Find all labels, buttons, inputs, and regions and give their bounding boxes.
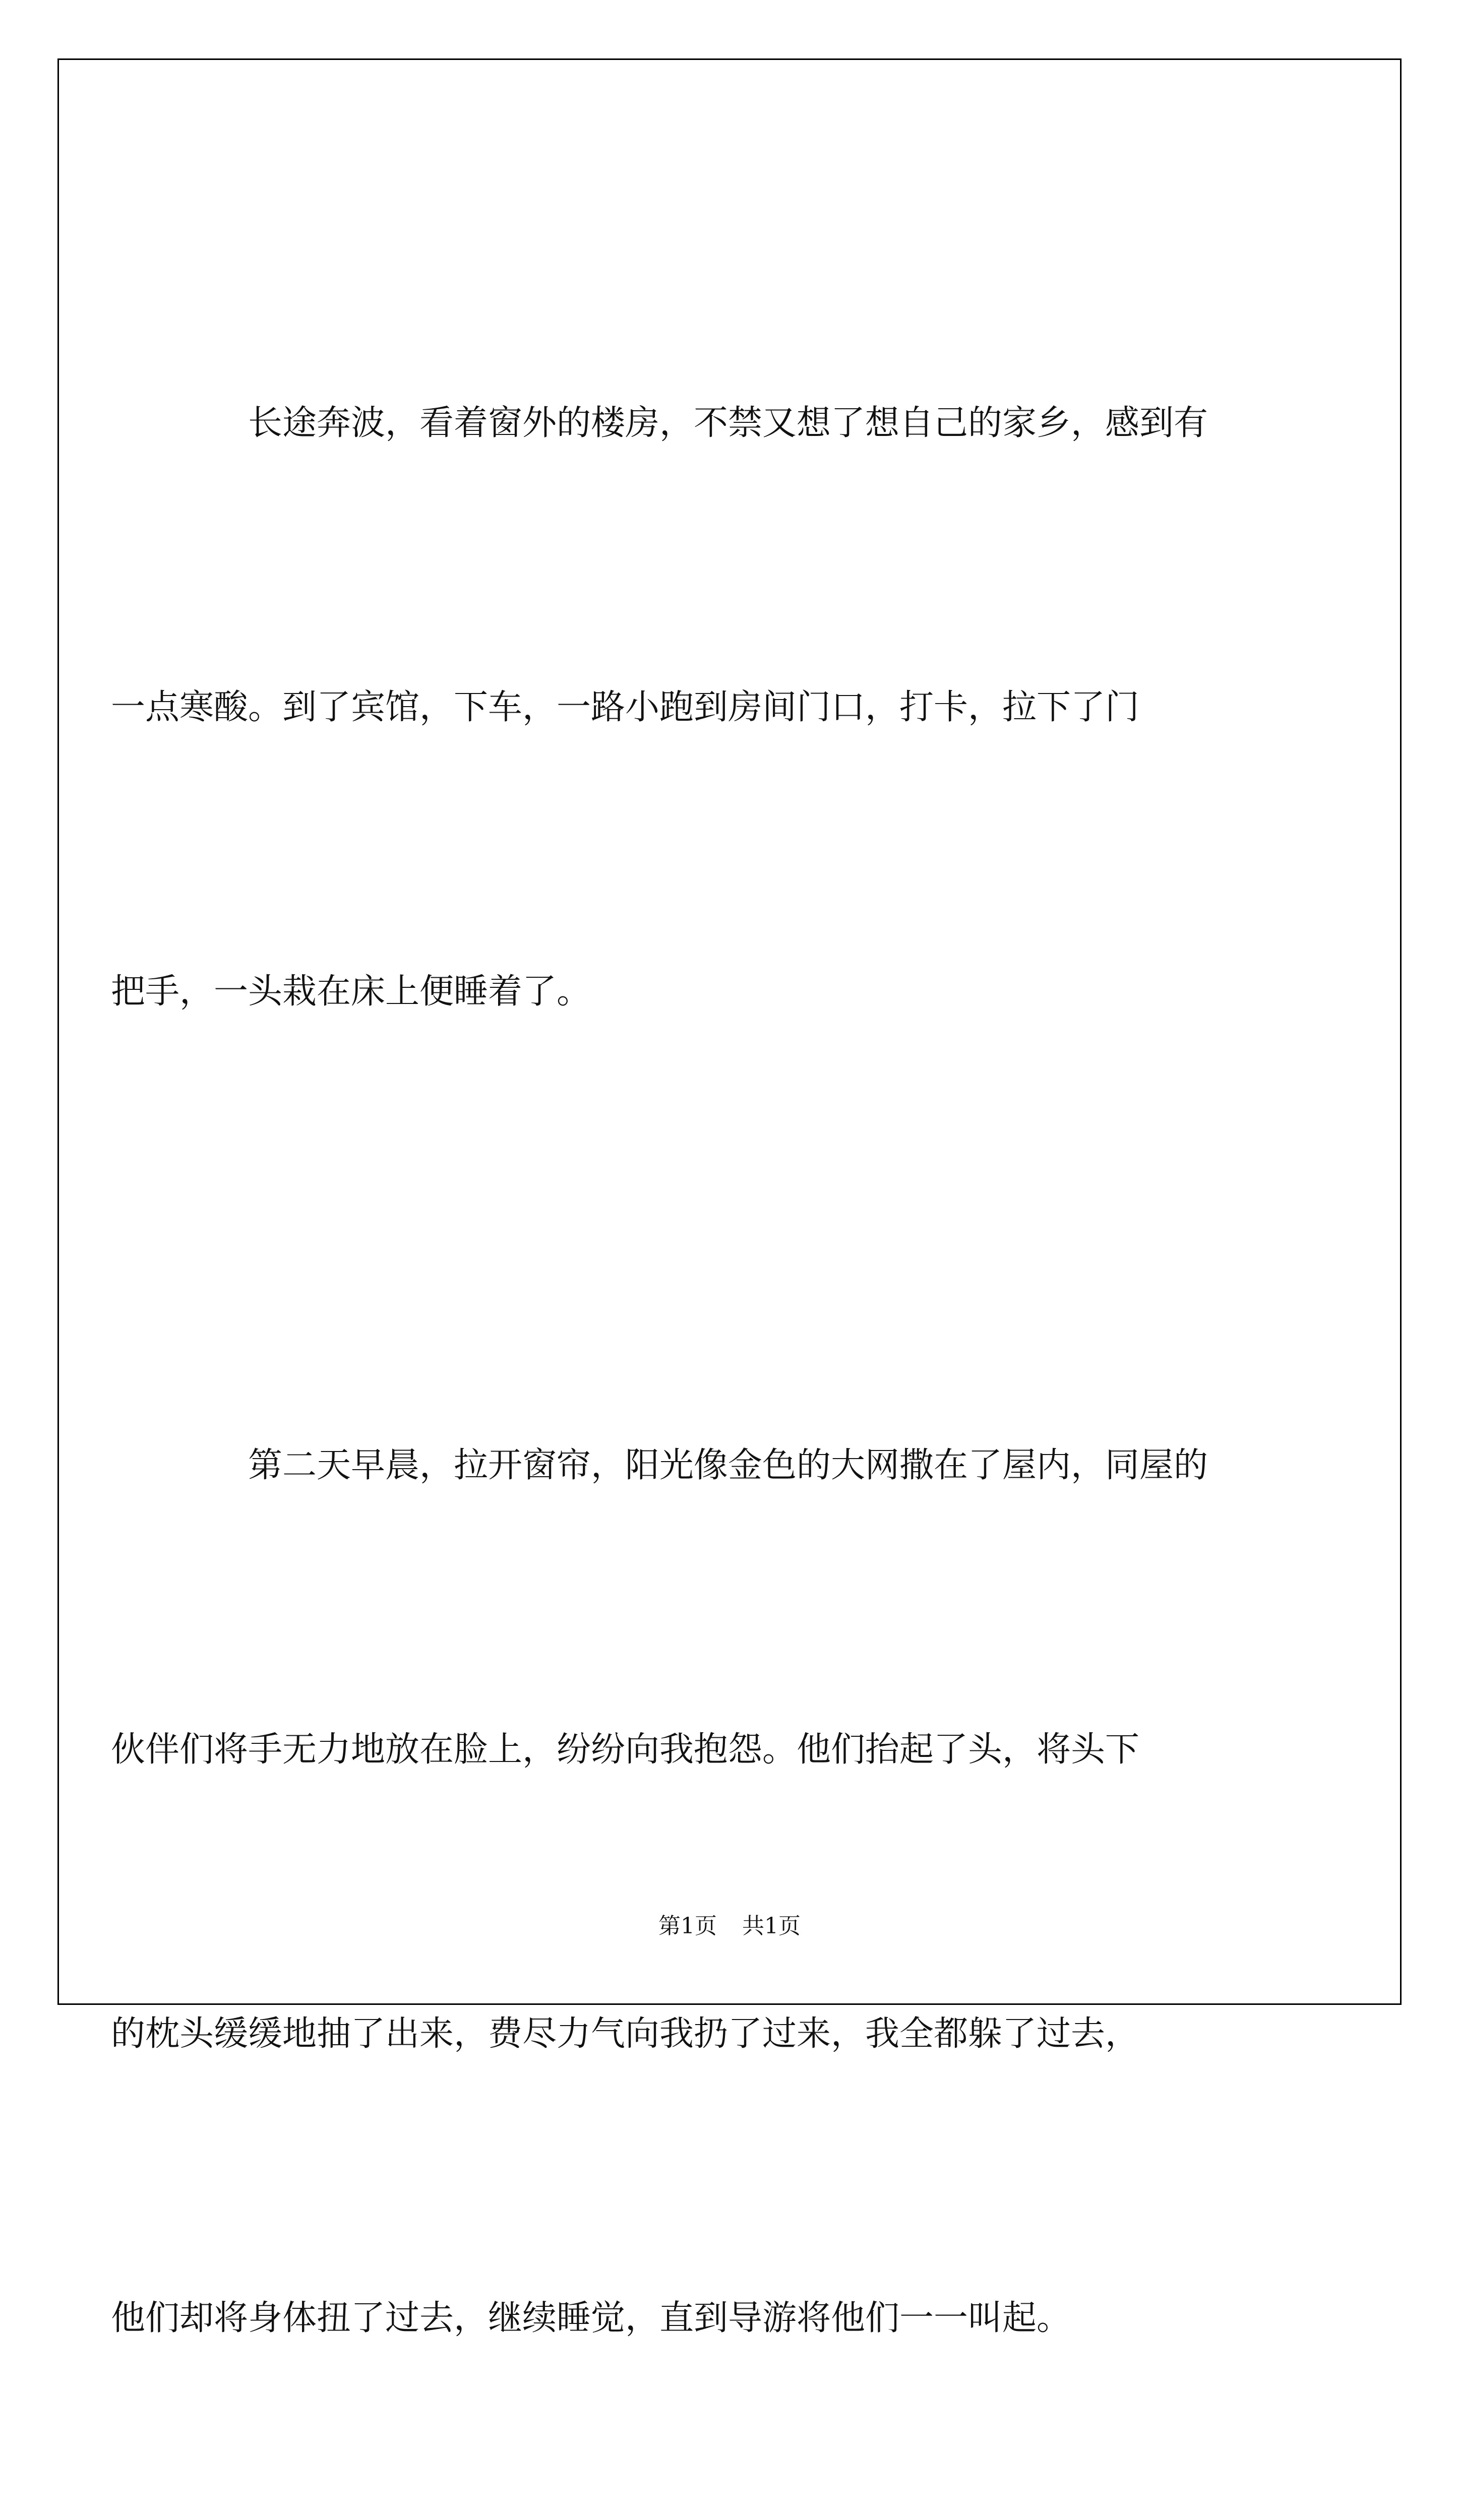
page-number-total: 共1页 bbox=[742, 1913, 801, 1939]
text-line: 伙伴们将手无力地放在脸上，纷纷向我抱怨。他们抬起了头，将头下 bbox=[111, 1730, 1140, 1770]
text-line: 长途奔波，看着窗外的楼房，不禁又想了想自己的家乡，感到有 bbox=[248, 403, 1208, 443]
text-line: 把手，一头栽在床上便睡着了。 bbox=[111, 972, 591, 1012]
paragraph-2 bbox=[111, 1229, 1289, 2520]
page-number-current: 第1页 bbox=[658, 1913, 717, 1939]
text-line: 一点寒酸。到了宾馆，下车，一路小跑到房间门口，打卡，拉下了门 bbox=[111, 687, 1140, 727]
text-line: 第二天早晨，拉开窗帘，阳光像金色的大网撒在了屋内，同屋的 bbox=[248, 1445, 1208, 1485]
page-footer bbox=[0, 1908, 1459, 1940]
paragraph-1 bbox=[111, 186, 1289, 1229]
document-body bbox=[111, 186, 1289, 2520]
text-line: 的枕头缓缓地抽了出来，费尽力气向我扔了过来，我全都躲了过去， bbox=[111, 2014, 1140, 2054]
text-line: 他们却将身体扭了过去，继续睡觉，直到导游将他们一一叫起。 bbox=[111, 2298, 1071, 2338]
